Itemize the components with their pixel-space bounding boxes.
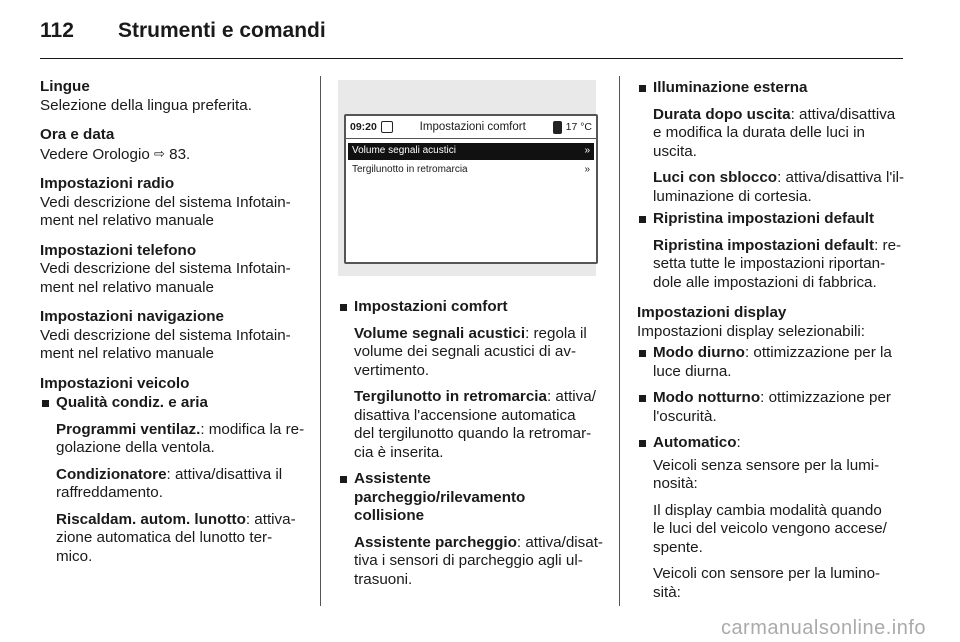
- desc-notturno: : ottimizzazione per: [760, 389, 891, 406]
- term-volume: Volume segnali acustici: [354, 324, 526, 342]
- bullet-diurno: [637, 344, 907, 381]
- desc-ripristina: : re-: [874, 236, 902, 254]
- desc-condizionatore-cont: raffreddamento.: [56, 484, 163, 501]
- desc-tergilunotto-2: disattiva l'accensione automatica: [354, 406, 576, 424]
- para-volume: [354, 325, 604, 381]
- veicolo-subitems: [40, 421, 306, 567]
- text-telefono-1: Vedi descrizione del sistema Infotain-: [40, 260, 291, 277]
- desc-volume-cont: volume dei segnali acustici di av-: [354, 343, 577, 360]
- bullet-notturno: [637, 389, 907, 426]
- text-telefono-2: ment nel relativo manuale: [40, 278, 214, 296]
- text-display: Impostazioni display selezionabili:: [637, 322, 865, 340]
- desc-parcheggio: : attiva/disat-: [516, 533, 603, 551]
- para-lunotto: [56, 511, 306, 567]
- text-senza-sensore-2: nosità:: [653, 475, 698, 492]
- bullet-parcheggio: [338, 470, 604, 526]
- desc-lunotto-cont: zione automatica del lunotto ter-: [56, 529, 273, 546]
- text-navigazione-2: ment nel relativo manuale: [40, 345, 214, 362]
- term-parcheggio: Assistente parcheggio: [354, 533, 517, 551]
- screen-time: 09:20: [350, 120, 377, 133]
- page-header: [40, 16, 326, 46]
- desc-programmi-cont: golazione della ventola.: [56, 439, 215, 456]
- text-cambia-2: le luci del veicolo vengono accese/: [653, 520, 887, 537]
- para-con-sensore: [653, 565, 907, 602]
- text-cambia-3: spente.: [653, 538, 703, 556]
- chevron-right-icon: »: [584, 164, 590, 176]
- para-parcheggio: [354, 534, 604, 590]
- chevron-right-icon: »: [584, 145, 590, 157]
- bullet-square-icon: [639, 216, 646, 223]
- para-durata: [653, 106, 907, 162]
- column-3: [637, 78, 907, 613]
- section-ora-data: [40, 126, 306, 164]
- screen-item-volume[interactable]: [348, 143, 594, 160]
- bullet-qualita-aria: [40, 394, 306, 413]
- section-lingue: [40, 78, 306, 115]
- section-veicolo: [40, 375, 306, 567]
- desc-notturno-2: l'oscurità.: [653, 407, 717, 425]
- text-con-sensore-2: sità:: [653, 583, 681, 601]
- desc-sblocco: : attiva/disattiva l'il-: [777, 169, 905, 186]
- parcheggio-subitems: [338, 534, 604, 590]
- para-condizionatore: [56, 466, 306, 503]
- screen-temperature: 17 °C: [565, 120, 592, 133]
- heading-veicolo: Impostazioni veicolo: [40, 374, 190, 392]
- bullet-square-icon: [639, 350, 646, 357]
- page-number: 112: [40, 19, 74, 42]
- desc-automatico: :: [736, 434, 741, 451]
- desc-condizionatore: : attiva/disattiva il: [166, 465, 283, 483]
- heading-telefono: Impostazioni telefono: [40, 241, 197, 259]
- ripristina-subitems: [637, 237, 907, 293]
- text-radio-1: Vedi descrizione del sistema Infotain-: [40, 193, 291, 211]
- desc-durata-3: uscita.: [653, 142, 697, 160]
- desc-tergilunotto: : attiva/: [546, 388, 596, 405]
- bullet-comfort-label: Impostazioni comfort: [354, 298, 508, 315]
- para-sblocco: [653, 169, 907, 206]
- desc-ripristina-2: setta tutte le impostazioni riportan-: [653, 255, 886, 272]
- term-ripristina: Ripristina impostazioni default: [653, 236, 875, 254]
- bullet-illuminazione: [637, 79, 907, 98]
- desc-durata-2: e modifica la durata delle luci in: [653, 124, 865, 141]
- term-automatico: Automatico: [653, 434, 737, 451]
- text-cambia: Il display cambia modalità quando: [653, 501, 882, 519]
- desc-tergilunotto-4: cia è inserita.: [354, 443, 444, 461]
- column-divider-1: [320, 76, 321, 606]
- bullet-ripristina-label: Ripristina impostazioni default: [653, 210, 875, 227]
- automatico-subitems: [637, 457, 907, 603]
- term-programmi: Programmi ventilaz.: [56, 420, 201, 438]
- header-rule: [40, 58, 903, 59]
- term-condizionatore: Condizionatore: [56, 465, 167, 483]
- bullet-automatico: [637, 434, 907, 453]
- bullet-square-icon: [42, 400, 49, 407]
- page-ref-arrow-icon: ⇨: [154, 145, 165, 161]
- page-title: Strumenti e comandi: [118, 19, 326, 42]
- term-sblocco: Luci con sblocco: [653, 169, 778, 186]
- screen-title: Impostazioni comfort: [419, 120, 526, 133]
- term-diurno: Modo diurno: [653, 344, 745, 361]
- term-durata: Durata dopo uscita: [653, 105, 791, 123]
- display-screen: [344, 114, 598, 264]
- bullet-square-icon: [340, 304, 347, 311]
- bullet-qualita-label: Qualità condiz. e aria: [56, 394, 208, 411]
- desc-durata: : attiva/disattiva: [790, 105, 896, 123]
- heading-radio: Impostazioni radio: [40, 175, 175, 192]
- thermometer-icon: [553, 121, 562, 134]
- screen-item-label: Tergilunotto in retromarcia: [352, 164, 468, 176]
- bullet-parcheggio-label: Assistente parcheggio/rilevamento: [354, 470, 526, 506]
- desc-parcheggio-3: trasuoni.: [354, 570, 413, 588]
- desc-diurno-2: luce diurna.: [653, 362, 732, 380]
- heading-ora-data: Ora e data: [40, 126, 115, 143]
- desc-tergilunotto-3: del tergilunotto quando la retromar-: [354, 425, 592, 442]
- ora-text: Vedere Orologio: [40, 145, 150, 163]
- desc-volume: : regola il: [525, 324, 587, 342]
- screen-figure: [338, 80, 596, 276]
- watermark: carmanualsonline.info: [720, 617, 926, 639]
- desc-sblocco-2: luminazione di cortesia.: [653, 187, 812, 205]
- text-con-sensore: Veicoli con sensore per la lumino-: [653, 565, 881, 582]
- desc-ripristina-3: dole alle impostazioni di fabbrica.: [653, 273, 877, 291]
- bullet-comfort: [338, 298, 604, 317]
- bullet-illuminazione-label: Illuminazione esterna: [653, 79, 808, 96]
- para-programmi: [56, 421, 306, 458]
- bullet-square-icon: [639, 440, 646, 447]
- heading-lingue: Lingue: [40, 78, 90, 95]
- term-tergilunotto: Tergilunotto in retromarcia: [354, 388, 547, 405]
- text-lingue: Selezione della lingua preferita.: [40, 96, 252, 114]
- term-notturno: Modo notturno: [653, 389, 761, 406]
- comfort-subitems: [338, 325, 604, 463]
- column-1: [40, 78, 306, 577]
- text-navigazione-1: Vedi descrizione del sistema Infotain-: [40, 326, 291, 344]
- para-senza-sensore: [653, 457, 907, 494]
- text-ora-data: [40, 145, 306, 165]
- term-lunotto: Riscaldam. autom. lunotto: [56, 510, 246, 528]
- screen-item-tergilunotto[interactable]: [348, 162, 594, 179]
- clock-icon: [381, 121, 393, 133]
- heading-navigazione: Impostazioni navigazione: [40, 308, 224, 325]
- screen-item-label: Volume segnali acustici: [352, 145, 456, 157]
- desc-volume-end: vertimento.: [354, 361, 430, 379]
- desc-lunotto: : attiva-: [245, 510, 296, 528]
- desc-parcheggio-2: tiva i sensori di parcheggio agli ul-: [354, 552, 583, 569]
- column-2: [338, 80, 604, 597]
- screen-topbar: [346, 116, 596, 139]
- section-display: [637, 304, 907, 602]
- desc-programmi: : modifica la re-: [200, 420, 305, 438]
- text-senza-sensore: Veicoli senza sensore per la lumi-: [653, 456, 880, 474]
- bullet-ripristina: [637, 210, 907, 229]
- column-divider-2: [619, 76, 620, 606]
- para-cambia: [653, 502, 907, 558]
- bullet-square-icon: [639, 395, 646, 402]
- heading-display: Impostazioni display: [637, 304, 787, 321]
- bullet-square-icon: [639, 85, 646, 92]
- bullet-parcheggio-label-2: collisione: [354, 507, 425, 524]
- text-radio-2: ment nel relativo manuale: [40, 212, 214, 229]
- illuminazione-subitems: [637, 106, 907, 207]
- bullet-square-icon: [340, 476, 347, 483]
- section-telefono: [40, 242, 306, 298]
- desc-lunotto-end: mico.: [56, 547, 93, 565]
- para-tergilunotto: [354, 388, 604, 462]
- desc-diurno: : ottimizzazione per la: [744, 344, 892, 361]
- para-ripristina: [653, 237, 907, 293]
- ora-ref-link[interactable]: 83.: [169, 145, 191, 163]
- section-navigazione: [40, 308, 306, 364]
- section-radio: [40, 175, 306, 231]
